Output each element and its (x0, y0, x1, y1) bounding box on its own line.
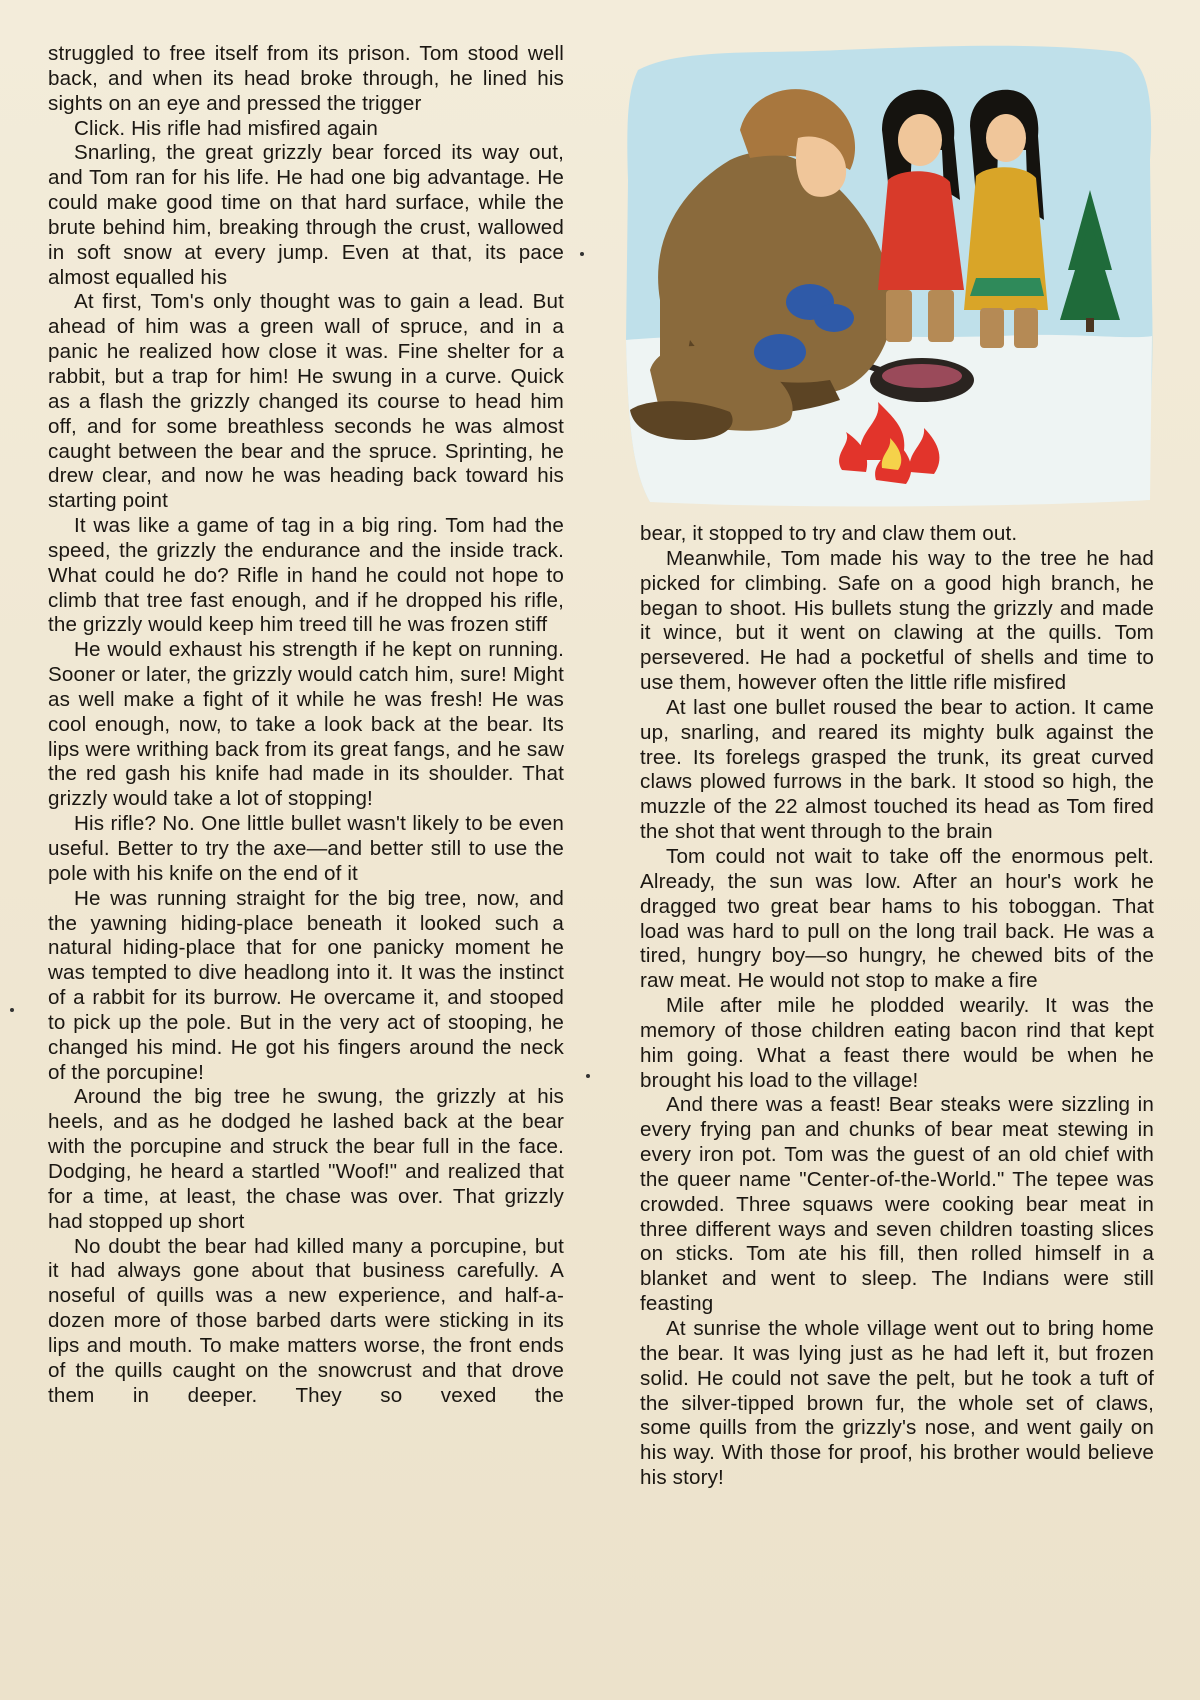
child-in-yellow (964, 90, 1048, 348)
paragraph: Click. His rifle had misfired again (74, 116, 378, 140)
left-text-column (48, 42, 564, 1408)
paragraph: Meanwhile, Tom made his way to the tree he had picked for climbing. Safe on a good high branch, he began to shoot. His bullets stung the grizzly and made it wince, but it went on clawing at the quills. Tom persevered. He had a pocketful of shells and time to use them, however often the little rifle misfired (640, 546, 1154, 695)
right-text-column (640, 522, 1154, 1491)
paragraph: No doubt the bear had killed many a porcupine, but it had always gone about that business carefully. A noseful of quills was a new experience, and half-a-dozen more of those barbed darts were sticking in its lips and mouth. To make matters worse, the front ends of the quills caught on the snowcrust and that drove them in deeper. They so vexed the (48, 1234, 564, 1407)
paragraph: struggled to free itself from its prison. Tom stood well back, and when its head broke through, he lined his sights on an eye and pressed the trigger (48, 42, 564, 115)
paragraph: Snarling, the great grizzly bear forced its way out, and Tom ran for his life. He had one big advantage. He could make good time on that hard surface, while the brute behind him, breaking through the crust, wallowed in soft snow at every jump. Even at that, its pace almost equalled his (48, 141, 564, 289)
paragraph: He was running straight for the big tree, now, and the yawning hiding-place beneath it looked such a natural hiding-place that for one panicky moment he was tempted to dive headlong into it. It was the instinct of a rabbit for its burrow. He overcame it, and stooped to pick up the pole. But in the very act of stooping, he changed his mind. He got his fingers around the neck of the porcupine! (48, 886, 564, 1084)
paragraph: Tom could not wait to take off the enormous pelt. Already, the sun was low. After an hour's work he dragged two great bear hams to his toboggan. That load was hard to pull on the long trail back. He was a tired, hungry boy—so hungry, he chewed bits of the raw meat. He would not stop to make a fire (640, 844, 1154, 993)
paragraph: And there was a feast! Bear steaks were sizzling in every frying pan and chunks of bear meat stewing in every iron pot. Tom was the guest of an old chief with the queer name "Center-of-the-World." The tepee was crowded. Three squaws were cooking bear meat in three different ways and seven children toasting slices on sticks. Tom ate his fill, then rolled himself in a blanket and went to sleep. The Indians were still feasting (640, 1093, 1154, 1316)
paragraph: His rifle? No. One little bullet wasn't likely to be even useful. Better to try the axe—and better still to use the pole with his knife on the end of it (48, 812, 564, 885)
paragraph: bear, it stopped to try and claw them out. (640, 522, 1018, 545)
paragraph: At sunrise the whole village went out to bring home the bear. It was lying just as he had left it, but frozen solid. He could not save the pelt, but he took a tuft of the silver-tipped brown fur, the whole set of claws, some quills from the grizzly's nose, and went gaily on his way. With those for proof, his brother would believe his story! (640, 1317, 1154, 1490)
paragraph: At last one bullet roused the bear to action. It came up, snarling, and reared its mighty bulk against the tree. Its forelegs grasped the trunk, its great curved claws plowed furrows in the bark. It stood so high, the muzzle of the 22 almost touched its head as Tom fired the shot that went through to the brain (640, 695, 1154, 844)
illustration-tom-with-children (620, 40, 1154, 508)
print-speck (10, 1008, 14, 1012)
paragraph: At first, Tom's only thought was to gain a lead. But ahead of him was a green wall of spruce, and in a panic he realized how close it was. Fine shelter for a rabbit, but a trap for him! He swung in a curve. Quick as a flash the grizzly changed its course to head him off, and for some breathless seconds he was almost caught between the bear and the spruce. Sprinting, he drew clear, and now he was heading back toward his starting point (48, 290, 564, 513)
paragraph: Mile after mile he plodded wearily. It was the memory of those children eating bacon rind that kept him going. What a feast there would be when he brought his load to the village! (640, 994, 1154, 1092)
print-speck (580, 252, 584, 256)
paragraph: Around the big tree he swung, the grizzly at his heels, and as he dodged he lashed back at the bear with the porcupine and struck the bear full in the face. Dodging, he heard a startled "Woof!" and realized that for a time, at least, the chase was over. That grizzly had stopped up short (48, 1085, 564, 1233)
paragraph: He would exhaust his strength if he kept on running. Sooner or later, the grizzly would catch him, sure! Might as well make a fight of it while he was fresh! He was cool enough, now, to take a look back at the bear. Its lips were writhing back from its great fangs, and he saw the red gash his knife had made in its shoulder. That grizzly would take a lot of stopping! (48, 638, 564, 811)
paragraph: It was like a game of tag in a big ring. Tom had the speed, the grizzly the endurance and the inside track. What could he do? Rifle in hand he could not hope to climb that tree fast enough, and if he dropped his rifle, the grizzly would keep him treed till he was frozen stiff (48, 514, 564, 637)
print-speck (586, 1074, 590, 1078)
